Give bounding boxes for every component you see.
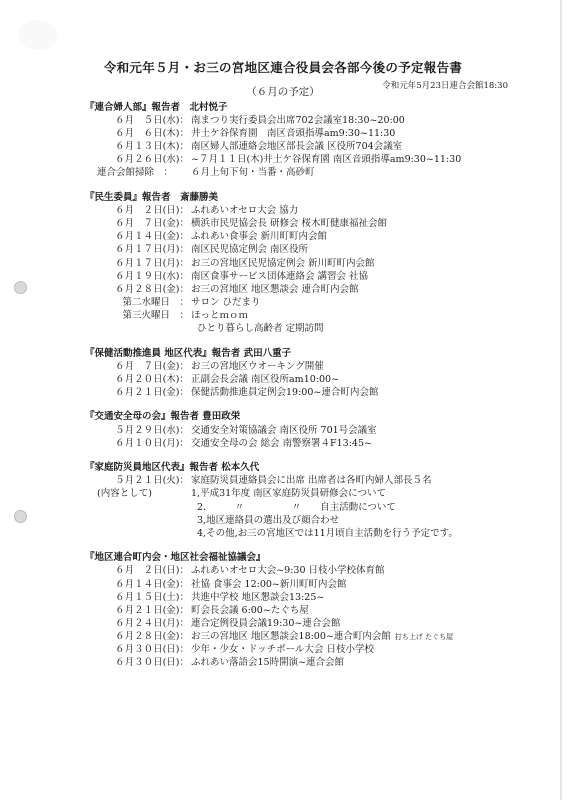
schedule-row (85, 656, 505, 669)
schedule-text (191, 617, 340, 630)
schedule-date: ６月 ７日(金)： (115, 218, 189, 230)
schedule-text (191, 166, 315, 179)
schedule-text (197, 527, 458, 540)
schedule-date: ６月１５日(土)： (115, 591, 189, 603)
schedule-text (191, 296, 261, 309)
schedule-date: ６月２８日(金)： (115, 283, 189, 295)
schedule-text (191, 217, 387, 230)
report-section (85, 191, 505, 335)
schedule-text (191, 270, 368, 283)
schedule-row (85, 527, 505, 540)
schedule-text (197, 501, 396, 514)
schedule-text (191, 127, 395, 140)
schedule-date: ６月２６日(水)： (115, 154, 189, 166)
schedule-row (85, 386, 505, 399)
schedule-row (85, 643, 505, 656)
schedule-text-main: 横浜市民児協会長 研修会 桜木町健康福祉会館 (191, 218, 388, 230)
report-section (85, 410, 505, 449)
schedule-text (191, 474, 432, 487)
schedule-row (85, 166, 505, 179)
schedule-row (85, 617, 505, 630)
schedule-text (191, 114, 405, 127)
schedule-text-main: ひとり暮らし高齢者 定期訪問 (197, 323, 324, 334)
section-heading: 『連合婦人部』報告者 北村悦子 (85, 102, 228, 113)
schedule-text (191, 153, 461, 166)
schedule-row (85, 487, 505, 500)
schedule-text (191, 140, 402, 153)
schedule-text-main: お三の宮地区 地区懇談会 連合町内会館 (191, 283, 359, 295)
schedule-row (85, 230, 505, 243)
schedule-date: 第二水曜日 ： (122, 296, 189, 308)
schedule-text (191, 591, 324, 604)
schedule-date: ６月２１日(金)： (115, 386, 189, 398)
schedule-date: ６月 ５日(水)： (115, 115, 189, 127)
schedule-row (85, 360, 505, 373)
schedule-date: ６月２０日(木)： (115, 373, 189, 385)
schedule-text (191, 437, 372, 450)
schedule-text-main: 町会長会議 6:00~たぐち屋 (191, 604, 309, 616)
schedule-text-main: 井土ケ谷保育園 南区音頭指導am9:30~11:30 (191, 128, 396, 140)
schedule-text (191, 373, 339, 386)
schedule-date: ６月１４日(金)： (115, 231, 189, 243)
schedule-date: ６月 ２日(日)： (115, 565, 189, 577)
schedule-text-main: サロン ひだまり (191, 296, 261, 308)
schedule-row (85, 578, 505, 591)
scan-edge (560, 0, 562, 800)
meeting-date: 令和元年5月23日連合会館18:30 (382, 81, 508, 91)
schedule-text-main: 正副会長会議 南区役所am10:00~ (191, 373, 340, 385)
schedule-row (85, 217, 505, 230)
schedule-row (85, 270, 505, 283)
schedule-date: ６月１３日(木)： (115, 141, 189, 153)
schedule-row (85, 604, 505, 617)
schedule-text-main: ふれあいオセロ大会~9:30 日枝小学校体育館 (191, 565, 385, 577)
schedule-date: ６月１０日(月)： (115, 437, 189, 449)
schedule-date: 第三火曜日 ： (122, 309, 189, 321)
schedule-row (85, 309, 505, 322)
schedule-text (191, 424, 377, 437)
schedule-text-main: 南区婦人部連絡会地区部長会議 区役所704会議室 (191, 141, 403, 153)
schedule-text (191, 604, 309, 617)
schedule-date: ６月 ７日(金)： (115, 360, 189, 372)
schedule-text-main: 交通安全母の会 総会 南警察署４F13:45~ (191, 437, 372, 449)
schedule-row (85, 114, 505, 127)
scan-stain (18, 20, 58, 50)
section-heading: 『家庭防災員地区代表』報告者 松本久代 (85, 462, 260, 474)
schedule-text-main: お三の宮地区ウオーキング開催 (191, 360, 324, 372)
document-title: 令和元年５月・お三の宮地区連合役員会各部今後の予定報告書 (103, 60, 463, 75)
schedule-row (85, 127, 505, 140)
schedule-date: ６月２１日(金)： (115, 604, 189, 616)
schedule-date: ６月２４日(月)： (115, 617, 189, 629)
handwritten-note: 打ち上げ たぐち屋 (394, 632, 454, 641)
schedule-text-main: ほっとｍｏｍ (191, 309, 249, 321)
schedule-date: ５月２９日(水)： (115, 424, 189, 436)
section-heading: 『保健活動推進員 地区代表』報告者 武田八重子 (85, 347, 292, 359)
punch-hole-top (14, 281, 27, 294)
schedule-text (191, 487, 386, 500)
schedule-row (85, 257, 505, 270)
schedule-row (85, 591, 505, 604)
schedule-text-main: ふれあいオセロ大会 協力 (191, 205, 299, 217)
schedule-date: ６月２８日(金)： (115, 630, 189, 642)
schedule-text-main: 家庭防災員連絡員会に出席 出席者は各町内婦人部長５名 (191, 475, 432, 487)
schedule-text-main: 少年・少女・ドッチボール大会 日枝小学校 (191, 643, 374, 655)
schedule-date: ６月１７日(月)： (115, 257, 189, 269)
report-section (85, 101, 505, 180)
schedule-text (191, 578, 346, 591)
schedule-date: ６月１９日(水)： (115, 270, 189, 282)
schedule-date: (内容として) (97, 488, 152, 500)
schedule-row (85, 153, 505, 166)
punch-hole-bottom (14, 510, 27, 523)
schedule-text-main: 2. 〃 〃 自主活動について (197, 501, 396, 513)
schedule-row (85, 243, 505, 256)
schedule-row (85, 474, 505, 487)
schedule-row (85, 283, 505, 296)
schedule-text (191, 360, 324, 373)
schedule-date: 連合会館掃除 ： (97, 167, 174, 179)
schedule-text-main: ふれあい落語会15時開演~連合会館 (191, 657, 345, 669)
document-subtitle: （６月の予定） (246, 86, 320, 98)
report-section (85, 551, 505, 669)
schedule-row (85, 140, 505, 153)
schedule-row (85, 204, 505, 217)
schedule-row (85, 437, 505, 450)
schedule-row (85, 296, 505, 309)
schedule-text-main: お三の宮地区 地区懇談会18:00~連合町内会館 (191, 630, 391, 642)
schedule-text (191, 283, 359, 296)
schedule-text-main: ~７月１１日(木)井土ケ谷保育園 南区音頭指導am9:30~11:30 (191, 154, 462, 166)
schedule-text (191, 230, 327, 243)
schedule-row (85, 514, 505, 527)
schedule-text-main: 交通安全対策協議会 南区役所 701号会議室 (191, 424, 377, 436)
schedule-text-main: ６月上旬下旬・当番・高砂町 (191, 167, 315, 179)
schedule-text (191, 204, 298, 217)
schedule-text (191, 243, 308, 256)
schedule-text (191, 643, 374, 656)
schedule-text (191, 386, 378, 399)
schedule-row (85, 630, 505, 643)
schedule-text-main: お三の宮地区民児協定例会 新川町町内会館 (191, 257, 375, 269)
schedule-text (197, 322, 324, 335)
schedule-text (191, 309, 248, 322)
schedule-date: ６月 ２日(日)： (115, 205, 189, 217)
schedule-date: ５月２１日(火)： (115, 475, 189, 487)
section-heading: 『交通安全母の会』報告者 豊田政栄 (85, 411, 241, 423)
section-heading: 『地区連合町内会・地区社会福祉協議会』 (85, 552, 266, 564)
schedule-date: ６月１４日(金)： (115, 578, 189, 590)
schedule-text-main: 4,その他,お三の宮地区では11月頃自主活動を行う予定です。 (197, 527, 458, 539)
schedule-text-main: 1,平成31年度 南区家庭防災員研修会について (191, 488, 386, 500)
schedule-row (85, 424, 505, 437)
schedule-date: ６月１７日(月)： (115, 244, 189, 256)
schedule-text (197, 514, 339, 527)
schedule-text-main: 社協 食事会 12:00~新川町町内会館 (191, 578, 347, 590)
schedule-text-main: 南まつり実行委員会出席702会議室18:30~20:00 (191, 115, 405, 127)
section-heading: 『民生委員』報告者 斎藤勝美 (85, 192, 219, 204)
schedule-text-main: 南区食事サービス団体連絡会 講習会 社協 (191, 270, 369, 282)
schedule-text (191, 257, 375, 270)
schedule-row (85, 564, 505, 577)
schedule-date: ６月３０日(日)： (115, 643, 189, 655)
schedule-text-main: 南区民児協定例会 南区役所 (191, 244, 309, 256)
schedule-text (191, 630, 453, 644)
schedule-row (85, 322, 505, 335)
schedule-text-main: 共進中学校 地区懇談会13:25~ (191, 591, 325, 603)
report-section (85, 461, 505, 540)
schedule-row (85, 373, 505, 386)
schedule-text-main: ふれあい食事会 新川町町内会館 (191, 231, 328, 243)
report-section (85, 347, 505, 399)
schedule-date: ６月３０日(日)： (115, 657, 189, 669)
schedule-text-main: 3,地区連絡員の選出及び顔合わせ (197, 514, 340, 526)
schedule-text (191, 564, 385, 577)
schedule-text-main: 連合定例役員会議19:30~連合会館 (191, 617, 341, 629)
schedule-text (191, 656, 344, 669)
schedule-text-main: 保健活動推進員定例会19:00~連合町内会館 (191, 386, 379, 398)
report-sections (85, 101, 505, 681)
schedule-row (85, 501, 505, 514)
schedule-date: ６月 ６日(木)： (115, 128, 189, 140)
